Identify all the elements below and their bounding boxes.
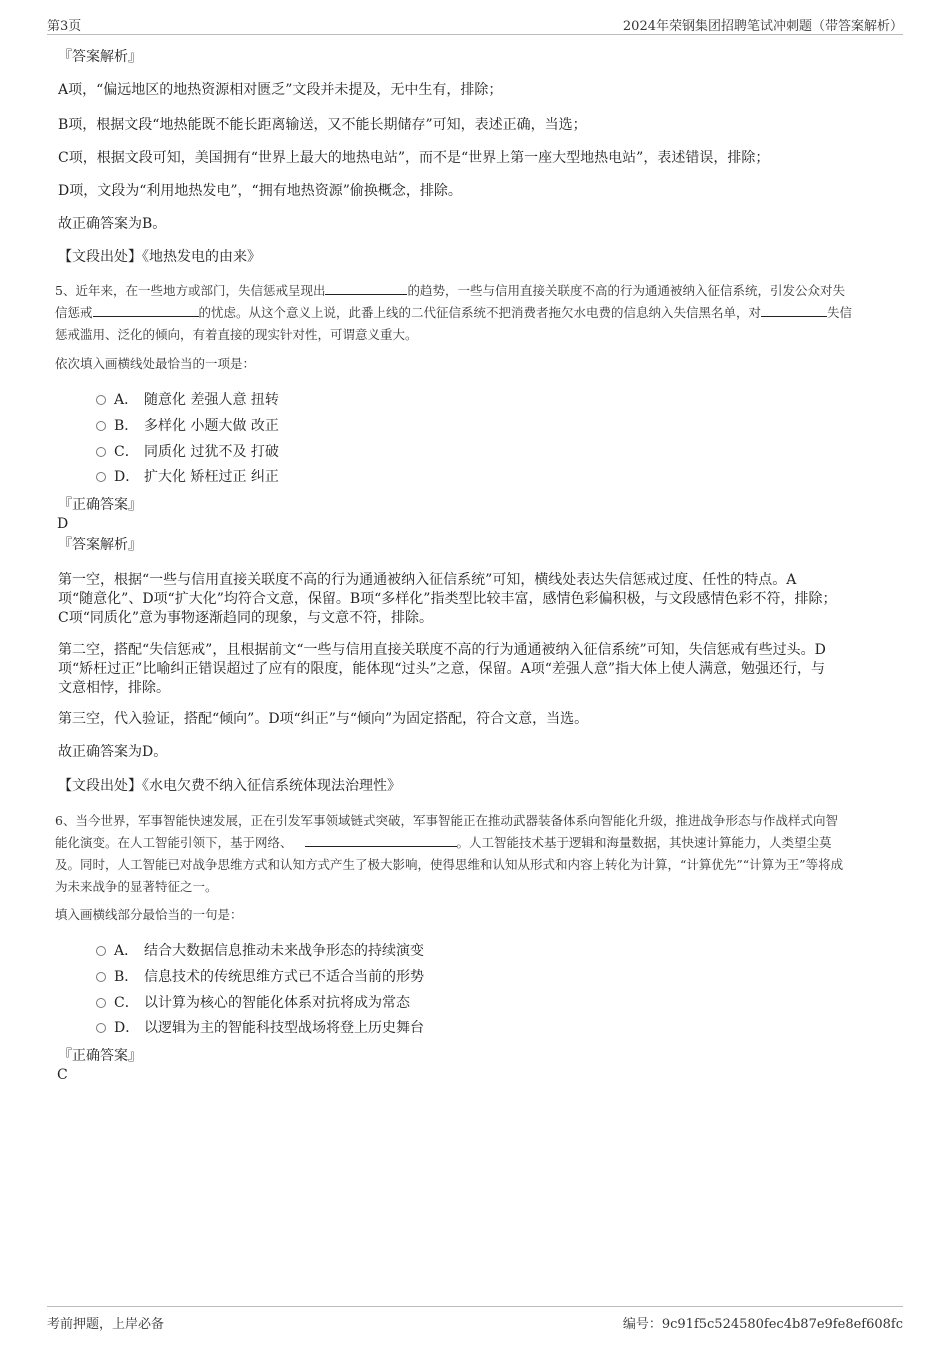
option-a[interactable]: A． 随意化 差强人意 扭转 bbox=[96, 390, 279, 410]
conclusion: 故正确答案为B。 bbox=[58, 216, 167, 232]
radio-icon[interactable] bbox=[96, 472, 106, 482]
answer-value: D bbox=[57, 516, 69, 532]
radio-icon[interactable] bbox=[96, 421, 106, 431]
blank-2 bbox=[93, 304, 199, 317]
question-5-prompt: 依次填入画横线处最恰当的一项是： bbox=[55, 356, 256, 371]
radio-icon[interactable] bbox=[96, 946, 106, 956]
analysis-paragraph-2: 第二空，搭配“失信惩戒”，且根据前文“一些与信用直接关联度不高的行为通通被纳入征信系统”可知，失信惩戒有些过头。D 项“矫枉过正”比喻纠正错误超过了应有的限度，能体现“过头”之意，保留。A项“差强人意”指大体上使人满意，勉强还行，与 文意相悖，排除。 bbox=[58, 642, 826, 696]
page-header bbox=[47, 12, 903, 35]
option-b[interactable]: B． 多样化 小题大做 改正 bbox=[96, 416, 279, 436]
analysis-label: 『答案解析』 bbox=[58, 537, 142, 553]
radio-icon[interactable] bbox=[96, 998, 106, 1008]
option-c[interactable]: C． 以计算为核心的智能化体系对抗将成为常态 bbox=[96, 993, 410, 1013]
source: 【文段出处】《水电欠费不纳入征信系统体现法治理性》 bbox=[58, 778, 401, 794]
page-number: 第3页 bbox=[47, 19, 82, 34]
document-title: 2024年荣钢集团招聘笔试冲刺题（带答案解析） bbox=[622, 19, 903, 34]
option-d[interactable]: D． 以逻辑为主的智能科技型战场将登上历史舞台 bbox=[96, 1018, 424, 1038]
analysis-label: 『答案解析』 bbox=[58, 49, 142, 65]
option-a[interactable]: A． 结合大数据信息推动未来战争形态的持续演变 bbox=[96, 941, 424, 961]
answer-value: C bbox=[57, 1067, 68, 1083]
question-6-prompt: 填入画横线部分最恰当的一句是： bbox=[55, 907, 243, 922]
analysis-line-c: C项，根据文段可知，美国拥有“世界上最大的地热电站”，而不是“世界上第一座大型地热电站”，表述错误，排除； bbox=[58, 150, 770, 166]
radio-icon[interactable] bbox=[96, 447, 106, 457]
radio-icon[interactable] bbox=[96, 972, 106, 982]
blank-1 bbox=[325, 282, 407, 295]
footer-slogan: 考前押题，上岸必备 bbox=[47, 1317, 165, 1332]
conclusion: 故正确答案为D。 bbox=[58, 744, 168, 760]
page-footer bbox=[47, 1306, 903, 1332]
blank bbox=[305, 834, 457, 847]
question-5-stem: 5、近年来，在一些地方或部门，失信惩戒呈现出 的趋势，一些与信用直接关联度不高的行为通通被纳入征信系统，引发公众对失 信惩戒 的忧虑。从这个意义上说，此番上线的二代征信系统不把消费者拖欠水电费的信息纳入失信黑名单，对 失信 惩戒滥用、泛化的倾向，有着直接的现实针对性，可谓意义重大。 bbox=[55, 283, 853, 342]
analysis-paragraph-3: 第三空，代入验证，搭配“倾向”。D项“纠正”与“倾向”为固定搭配，符合文意，当选。 bbox=[58, 711, 589, 727]
option-d[interactable]: D． 扩大化 矫枉过正 纠正 bbox=[96, 467, 279, 487]
analysis-line-d: D项，文段为“利用地热发电”，“拥有地热资源”偷换概念，排除。 bbox=[58, 183, 462, 199]
radio-icon[interactable] bbox=[96, 395, 106, 405]
source: 【文段出处】《地热发电的由来》 bbox=[58, 249, 261, 265]
option-c[interactable]: C． 同质化 过犹不及 打破 bbox=[96, 442, 279, 462]
question-6-stem: 6、当今世界，军事智能快速发展，正在引发军事领域链式突破，军事智能正在推动武器装备体系向智能化升级，推进战争形态与作战样式向智 能化演变。在人工智能引领下，基于网络、 。人工智能技术基于逻辑和海量数据，其快速计算能力，人类望尘莫 及。同时，人工智能已对战争思维方式和认知方式产生了极大影响，使得思维和认知从形式和内容上转化为计算，“计算优先”“计算为王”等将成 为未来战争的显著特征之一。 bbox=[55, 813, 844, 894]
answer-label: 『正确答案』 bbox=[58, 1048, 142, 1064]
answer-label: 『正确答案』 bbox=[58, 497, 142, 513]
analysis-line-b: B项，根据文段“地热能既不能长距离输送，又不能长期储存”可知，表述正确，当选； bbox=[58, 117, 587, 133]
option-b[interactable]: B． 信息技术的传统思维方式已不适合当前的形势 bbox=[96, 967, 424, 987]
analysis-line-a: A项，“偏远地区的地热资源相对匮乏”文段并未提及，无中生有，排除； bbox=[58, 82, 503, 98]
document-id: 编号：9c91f5c524580fec4b87e9fe8ef608fc bbox=[622, 1317, 903, 1332]
radio-icon[interactable] bbox=[96, 1023, 106, 1033]
blank-3 bbox=[761, 304, 827, 317]
analysis-paragraph-1: 第一空，根据“一些与信用直接关联度不高的行为通通被纳入征信系统”可知，横线处表达失信惩戒过度、任性的特点。A 项“随意化”、D项“扩大化”均符合文意，保留。B项“多样化”指类型比较丰富，感情色彩偏积极，与文段感情色彩不符，排除； C项“同质化”意为事物逐渐趋同的现象，与文意不符，排除。 bbox=[58, 572, 837, 626]
